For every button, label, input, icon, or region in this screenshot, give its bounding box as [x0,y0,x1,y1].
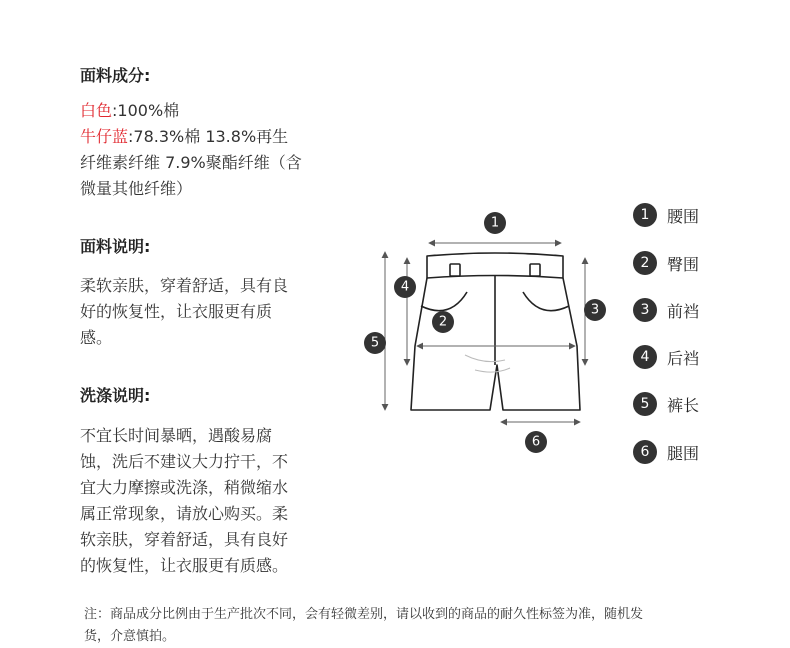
legend-label: 后裆 [667,348,700,368]
description-line: 感。 [80,328,113,347]
legend-item-length [633,392,699,416]
washing-line: 属正常现象，请放心购买。柔 [80,504,289,523]
denim-color-label: 牛仔蓝 [80,127,129,146]
washing-text [80,423,330,579]
fabric-composition [80,98,330,202]
footnote-line: 注：商品成分比例由于生产批次不同，会有轻微差别，请以收到的商品的耐久性标签为准，随机发 [84,607,644,622]
footnote-line: 货，介意慎拍。 [84,629,176,644]
marker-5-label: 5 [370,335,380,351]
washing-line: 蚀，洗后不建议大力拧干，不 [80,452,289,471]
description-line: 柔软亲肤，穿着舒适，具有良 [80,276,289,295]
marker-4-label: 4 [400,279,410,295]
footnote [84,604,724,648]
legend-label: 臀围 [667,254,700,274]
shorts-outline [411,253,580,410]
measurement-lines [385,243,585,422]
washing-line: 不宜长时间暴晒，遇酸易腐 [80,426,273,445]
marker-1-label: 1 [490,215,500,231]
washing-line: 软亲肤，穿着舒适，具有良好 [80,530,289,549]
legend-number-badge: 4 [633,345,657,369]
marker-2-label: 2 [438,314,448,330]
legend-item-front-rise [633,298,699,322]
washing-line: 的恢复性，让衣服更有质感。 [80,556,289,575]
white-composition [80,98,330,124]
legend-number-badge: 3 [633,298,657,322]
denim-color-value: :78.3%棉 13.8%再生 [128,127,289,146]
legend-item-back-rise [633,345,699,369]
description-text [80,273,330,351]
marker-3-label: 3 [590,302,600,318]
description-line: 好的恢复性，让衣服更有质 [80,302,273,321]
white-color-value: :100%棉 [112,101,180,120]
measurement-markers [364,212,606,453]
denim-composition-line-2: 纤维素纤维 7.9%聚酯纤维（含 [80,153,302,172]
legend-label: 前裆 [667,301,700,321]
shorts-wrinkles [465,355,510,372]
shorts-measurement-diagram [355,200,615,460]
denim-composition-line-3: 微量其他纤维） [80,179,193,198]
legend-item-hip [633,251,699,275]
legend-label: 腰围 [667,206,700,226]
legend-label: 腿围 [667,443,700,463]
fabric-title: 面料成分: [80,66,151,85]
legend-number-badge: 1 [633,203,657,227]
legend-number-badge: 2 [633,251,657,275]
legend-label: 裤长 [667,395,700,415]
washing-title: 洗涤说明: [80,386,151,405]
denim-composition [80,124,330,150]
legend-number-badge: 6 [633,440,657,464]
washing-line: 宜大力摩擦或洗涤，稍微缩水 [80,478,289,497]
description-title: 面料说明: [80,237,151,256]
white-color-label: 白色 [80,101,113,120]
legend-item-leg-opening [633,440,699,464]
legend-number-badge: 5 [633,392,657,416]
legend-item-waist [633,203,699,227]
marker-6-label: 6 [531,434,541,450]
